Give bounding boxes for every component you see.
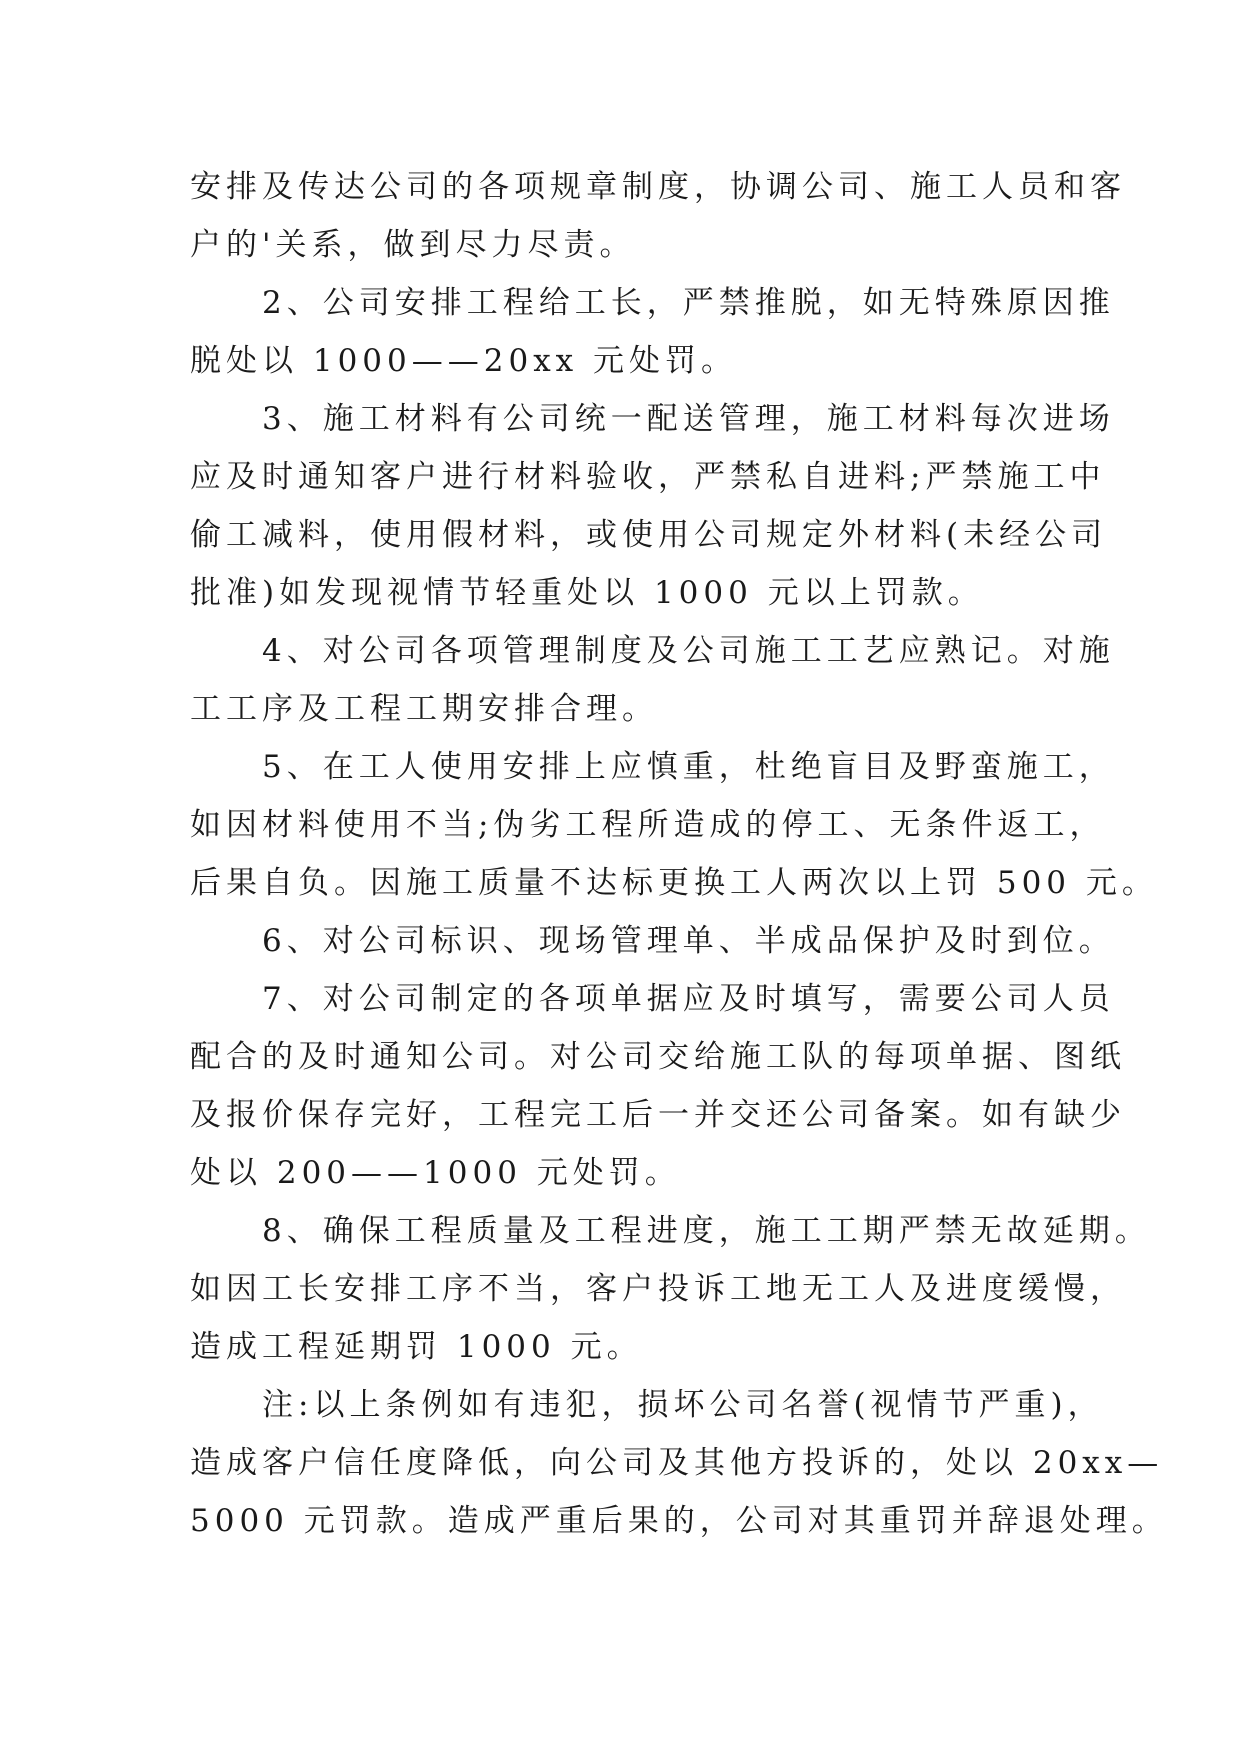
text-line-24: 5000 元罚款。造成严重后果的，公司对其重罚并辞退处理。 (190, 1503, 1168, 1539)
text-line-15: 7、对公司制定的各项单据应及时填写，需要公司人员 (262, 981, 1115, 1017)
text-line-16: 配合的及时通知公司。对公司交给施工队的每项单据、图纸 (190, 1039, 1126, 1075)
text-line-22: 注:以上条例如有违犯，损坏公司名誉(视情节严重)， (262, 1387, 1104, 1423)
text-line-6: 应及时通知客户进行材料验收，严禁私自进料;严禁施工中 (190, 459, 1106, 495)
text-line-4: 脱处以 1000——20xx 元处罚。 (190, 343, 738, 379)
text-line-14: 6、对公司标识、现场管理单、半成品保护及时到位。 (262, 923, 1115, 959)
text-line-17: 及报价保存完好，工程完工后一并交还公司备案。如有缺少 (190, 1097, 1126, 1133)
text-line-9: 4、对公司各项管理制度及公司施工工艺应熟记。对施 (262, 633, 1115, 669)
text-line-23: 造成客户信任度降低，向公司及其他方投诉的，处以 20xx— (190, 1445, 1164, 1481)
text-line-1: 安排及传达公司的各项规章制度，协调公司、施工人员和客 (190, 169, 1126, 205)
text-line-5: 3、施工材料有公司统一配送管理，施工材料每次进场 (262, 401, 1115, 437)
text-line-18: 处以 200——1000 元处罚。 (190, 1155, 681, 1191)
text-line-11: 5、在工人使用安排上应慎重，杜绝盲目及野蛮施工， (262, 749, 1115, 785)
text-line-7: 偷工减料，使用假材料，或使用公司规定外材料(未经公司 (190, 517, 1108, 553)
text-line-21: 造成工程延期罚 1000 元。 (190, 1329, 643, 1365)
document-body (190, 158, 1168, 1550)
text-line-10: 工工序及工程工期安排合理。 (190, 691, 658, 727)
text-line-3: 2、公司安排工程给工长，严禁推脱，如无特殊原因推 (262, 285, 1115, 321)
text-line-13: 后果自负。因施工质量不达标更换工人两次以上罚 500 元。 (190, 865, 1158, 901)
text-line-12: 如因材料使用不当;伪劣工程所造成的停工、无条件返工， (190, 807, 1106, 843)
text-line-19: 8、确保工程质量及工程进度，施工工期严禁无故延期。 (262, 1213, 1151, 1249)
text-line-20: 如因工长安排工序不当，客户投诉工地无工人及进度缓慢， (190, 1271, 1126, 1307)
text-line-8: 批准)如发现视情节轻重处以 1000 元以上罚款。 (190, 575, 984, 611)
text-line-2: 户的'关系，做到尽力尽责。 (190, 227, 636, 263)
